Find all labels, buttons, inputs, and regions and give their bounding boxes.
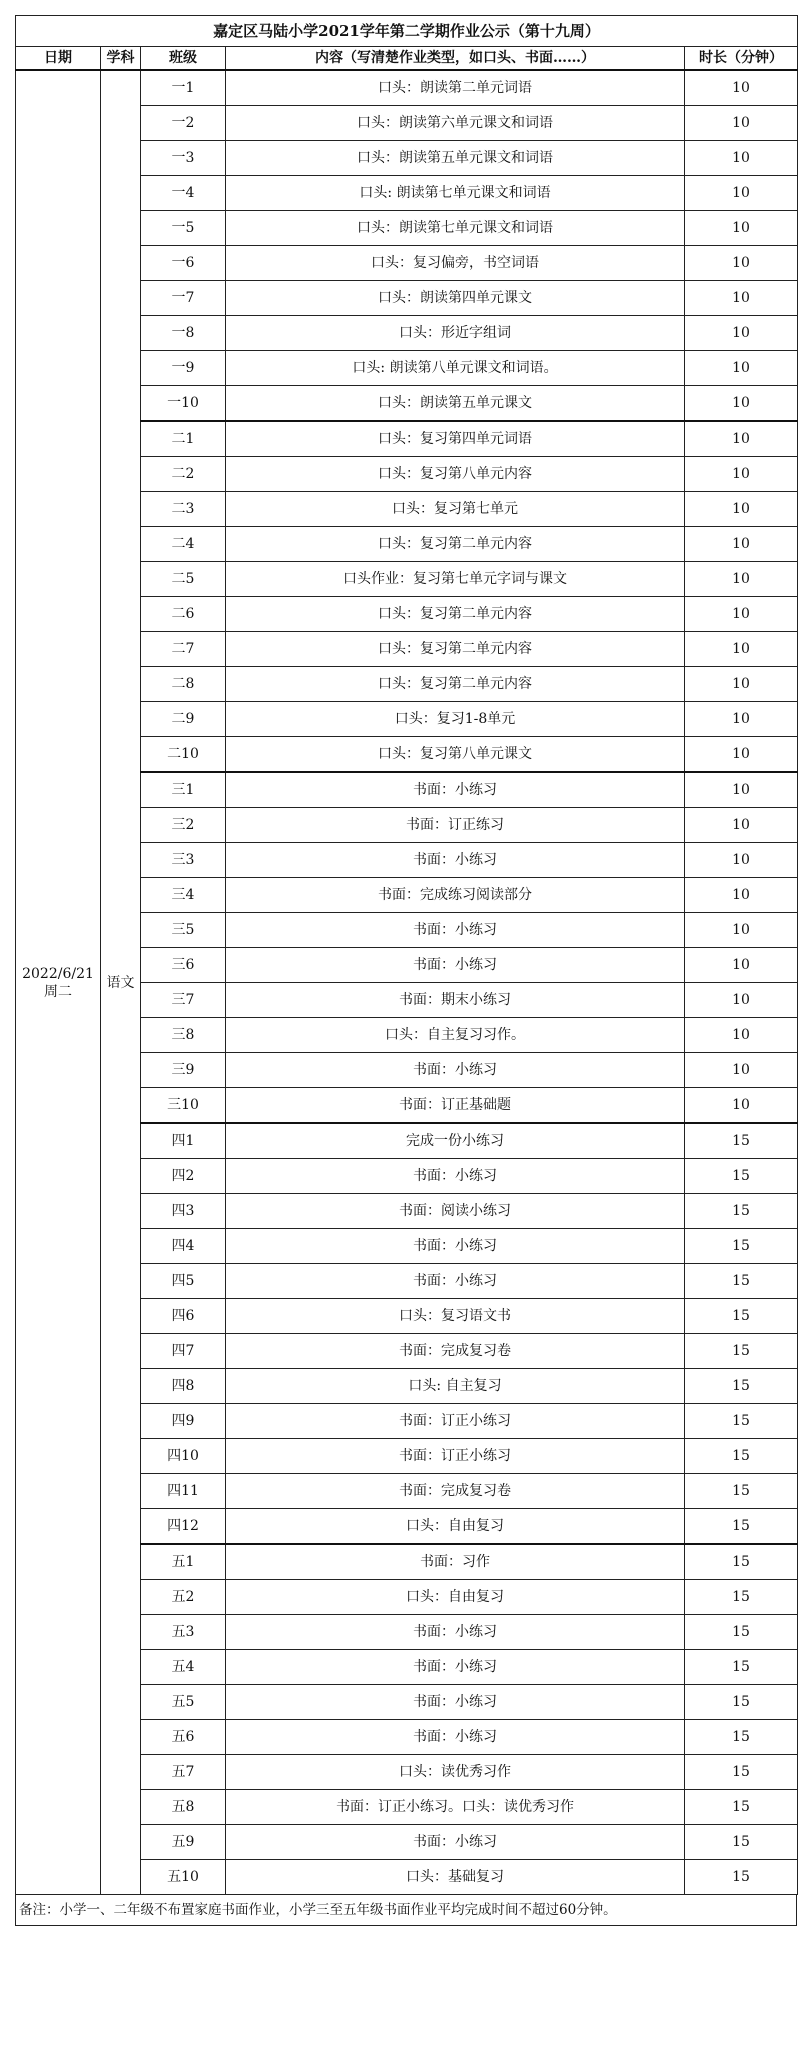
content-cell: 口头：朗读第五单元课文 [226, 386, 685, 422]
content-cell: 书面：小练习 [226, 913, 685, 948]
duration-cell: 10 [685, 562, 798, 597]
content-cell: 书面：订正小练习。口头：读优秀习作 [226, 1790, 685, 1825]
duration-cell: 10 [685, 632, 798, 667]
duration-cell: 15 [685, 1369, 798, 1404]
content-cell: 口头：复习偏旁，书空词语 [226, 246, 685, 281]
class-cell: 三4 [141, 878, 226, 913]
content-cell: 书面：小练习 [226, 1053, 685, 1088]
class-cell: 五5 [141, 1685, 226, 1720]
class-cell: 三3 [141, 843, 226, 878]
class-cell: 四11 [141, 1474, 226, 1509]
class-cell: 五4 [141, 1650, 226, 1685]
sheet-title: 嘉定区马陆小学2021学年第二学期作业公示（第十九周） [16, 16, 798, 47]
class-cell: 四7 [141, 1334, 226, 1369]
duration-cell: 10 [685, 421, 798, 457]
duration-cell: 10 [685, 772, 798, 808]
table-row [16, 70, 798, 106]
duration-cell: 15 [685, 1790, 798, 1825]
duration-cell: 15 [685, 1159, 798, 1194]
content-cell: 书面：订正基础题 [226, 1088, 685, 1124]
class-cell: 二10 [141, 737, 226, 773]
class-cell: 四3 [141, 1194, 226, 1229]
content-cell: 口头：读优秀习作 [226, 1755, 685, 1790]
content-cell: 口头：复习语文书 [226, 1299, 685, 1334]
content-cell: 书面：小练习 [226, 1825, 685, 1860]
duration-cell: 10 [685, 983, 798, 1018]
content-cell: 书面：习作 [226, 1544, 685, 1580]
duration-cell: 15 [685, 1544, 798, 1580]
duration-cell: 10 [685, 316, 798, 351]
duration-cell: 10 [685, 808, 798, 843]
content-cell: 口头：复习第二单元内容 [226, 527, 685, 562]
duration-cell: 10 [685, 386, 798, 422]
header-duration: 时长（分钟） [685, 47, 798, 71]
duration-cell: 10 [685, 597, 798, 632]
content-cell: 口头：复习第二单元内容 [226, 597, 685, 632]
content-cell: 书面：小练习 [226, 1720, 685, 1755]
class-cell: 一9 [141, 351, 226, 386]
content-cell: 书面：完成复习卷 [226, 1334, 685, 1369]
class-cell: 四9 [141, 1404, 226, 1439]
class-cell: 三2 [141, 808, 226, 843]
content-cell: 书面：小练习 [226, 772, 685, 808]
footnote: 备注：小学一、二年级不布置家庭书面作业，小学三至五年级书面作业平均完成时间不超过60分钟。 [15, 1895, 797, 1926]
class-cell: 一5 [141, 211, 226, 246]
duration-cell: 10 [685, 246, 798, 281]
duration-cell: 15 [685, 1439, 798, 1474]
duration-cell: 15 [685, 1685, 798, 1720]
content-cell: 口头：复习第八单元课文 [226, 737, 685, 773]
class-cell: 一4 [141, 176, 226, 211]
class-cell: 三5 [141, 913, 226, 948]
content-cell: 完成一份小练习 [226, 1123, 685, 1159]
class-cell: 五8 [141, 1790, 226, 1825]
duration-cell: 10 [685, 281, 798, 316]
duration-cell: 15 [685, 1404, 798, 1439]
class-cell: 一6 [141, 246, 226, 281]
duration-cell: 15 [685, 1860, 798, 1895]
class-cell: 二8 [141, 667, 226, 702]
duration-cell: 10 [685, 737, 798, 773]
content-cell: 口头：形近字组词 [226, 316, 685, 351]
duration-cell: 15 [685, 1615, 798, 1650]
content-cell: 口头作业：复习第七单元字词与课文 [226, 562, 685, 597]
duration-cell: 10 [685, 948, 798, 983]
duration-cell: 15 [685, 1580, 798, 1615]
content-cell: 口头：朗读第六单元课文和词语 [226, 106, 685, 141]
header-date: 日期 [16, 47, 101, 71]
duration-cell: 15 [685, 1334, 798, 1369]
subject-cell: 语文 [101, 70, 141, 1895]
content-cell: 书面：订正练习 [226, 808, 685, 843]
content-cell: 书面：小练习 [226, 1264, 685, 1299]
class-cell: 三8 [141, 1018, 226, 1053]
duration-cell: 15 [685, 1650, 798, 1685]
content-cell: 书面：小练习 [226, 1615, 685, 1650]
duration-cell: 10 [685, 878, 798, 913]
class-cell: 四6 [141, 1299, 226, 1334]
content-cell: 口头: 朗读第八单元课文和词语。 [226, 351, 685, 386]
content-cell: 口头：自主复习习作。 [226, 1018, 685, 1053]
homework-sheet [15, 15, 797, 1926]
class-cell: 三7 [141, 983, 226, 1018]
duration-cell: 15 [685, 1720, 798, 1755]
duration-cell: 15 [685, 1194, 798, 1229]
weekday-value: 周二 [44, 983, 72, 1000]
class-cell: 五3 [141, 1615, 226, 1650]
content-cell: 书面：完成复习卷 [226, 1474, 685, 1509]
class-cell: 二9 [141, 702, 226, 737]
class-cell: 二2 [141, 457, 226, 492]
duration-cell: 15 [685, 1755, 798, 1790]
content-cell: 口头：基础复习 [226, 1860, 685, 1895]
class-cell: 二1 [141, 421, 226, 457]
class-cell: 四5 [141, 1264, 226, 1299]
class-cell: 四1 [141, 1123, 226, 1159]
content-cell: 书面：完成练习阅读部分 [226, 878, 685, 913]
duration-cell: 10 [685, 211, 798, 246]
content-cell: 口头：朗读第七单元课文和词语 [226, 211, 685, 246]
class-cell: 五2 [141, 1580, 226, 1615]
duration-cell: 10 [685, 1053, 798, 1088]
content-cell: 书面：小练习 [226, 1229, 685, 1264]
class-cell: 四10 [141, 1439, 226, 1474]
content-cell: 书面：订正小练习 [226, 1404, 685, 1439]
duration-cell: 10 [685, 70, 798, 106]
duration-cell: 15 [685, 1229, 798, 1264]
class-cell: 一8 [141, 316, 226, 351]
class-cell: 三9 [141, 1053, 226, 1088]
content-cell: 口头: 朗读第七单元课文和词语 [226, 176, 685, 211]
content-cell: 书面：阅读小练习 [226, 1194, 685, 1229]
content-cell: 口头：自由复习 [226, 1580, 685, 1615]
header-subject: 学科 [101, 47, 141, 71]
duration-cell: 10 [685, 141, 798, 176]
class-cell: 一7 [141, 281, 226, 316]
class-cell: 三10 [141, 1088, 226, 1124]
content-cell: 口头：朗读第二单元词语 [226, 70, 685, 106]
class-cell: 二5 [141, 562, 226, 597]
content-cell: 书面：小练习 [226, 1685, 685, 1720]
class-cell: 三1 [141, 772, 226, 808]
content-cell: 书面：小练习 [226, 1650, 685, 1685]
class-cell: 五10 [141, 1860, 226, 1895]
class-cell: 一3 [141, 141, 226, 176]
class-cell: 四8 [141, 1369, 226, 1404]
class-cell: 五6 [141, 1720, 226, 1755]
duration-cell: 10 [685, 351, 798, 386]
class-cell: 四12 [141, 1509, 226, 1545]
duration-cell: 10 [685, 176, 798, 211]
class-cell: 二7 [141, 632, 226, 667]
content-cell: 口头：朗读第五单元课文和词语 [226, 141, 685, 176]
content-cell: 口头：复习第八单元内容 [226, 457, 685, 492]
class-cell: 一1 [141, 70, 226, 106]
content-cell: 口头：朗读第四单元课文 [226, 281, 685, 316]
content-cell: 口头：复习1-8单元 [226, 702, 685, 737]
duration-cell: 10 [685, 913, 798, 948]
duration-cell: 10 [685, 667, 798, 702]
duration-cell: 10 [685, 492, 798, 527]
date-cell [16, 70, 101, 1895]
duration-cell: 10 [685, 527, 798, 562]
duration-cell: 15 [685, 1825, 798, 1860]
content-cell: 书面：小练习 [226, 1159, 685, 1194]
class-cell: 一2 [141, 106, 226, 141]
content-cell: 书面：小练习 [226, 843, 685, 878]
duration-cell: 10 [685, 106, 798, 141]
homework-table [15, 15, 798, 1895]
content-cell: 书面：期末小练习 [226, 983, 685, 1018]
content-cell: 口头：复习第四单元词语 [226, 421, 685, 457]
header-content: 内容（写清楚作业类型，如口头、书面……） [226, 47, 685, 71]
content-cell: 口头：自由复习 [226, 1509, 685, 1545]
duration-cell: 15 [685, 1509, 798, 1545]
duration-cell: 10 [685, 1018, 798, 1053]
table-body [16, 70, 798, 1895]
class-cell: 四2 [141, 1159, 226, 1194]
content-cell: 书面：订正小练习 [226, 1439, 685, 1474]
class-cell: 五9 [141, 1825, 226, 1860]
class-cell: 五7 [141, 1755, 226, 1790]
class-cell: 二3 [141, 492, 226, 527]
class-cell: 一10 [141, 386, 226, 422]
duration-cell: 15 [685, 1299, 798, 1334]
duration-cell: 10 [685, 1088, 798, 1124]
content-cell: 口头：复习第七单元 [226, 492, 685, 527]
duration-cell: 10 [685, 702, 798, 737]
duration-cell: 10 [685, 457, 798, 492]
header-class: 班级 [141, 47, 226, 71]
content-cell: 口头：复习第二单元内容 [226, 632, 685, 667]
duration-cell: 15 [685, 1264, 798, 1299]
duration-cell: 15 [685, 1123, 798, 1159]
date-value: 2022/6/21 [22, 965, 94, 982]
duration-cell: 15 [685, 1474, 798, 1509]
duration-cell: 10 [685, 843, 798, 878]
class-cell: 二6 [141, 597, 226, 632]
content-cell: 口头: 自主复习 [226, 1369, 685, 1404]
class-cell: 五1 [141, 1544, 226, 1580]
class-cell: 四4 [141, 1229, 226, 1264]
content-cell: 口头：复习第二单元内容 [226, 667, 685, 702]
class-cell: 三6 [141, 948, 226, 983]
class-cell: 二4 [141, 527, 226, 562]
content-cell: 书面：小练习 [226, 948, 685, 983]
